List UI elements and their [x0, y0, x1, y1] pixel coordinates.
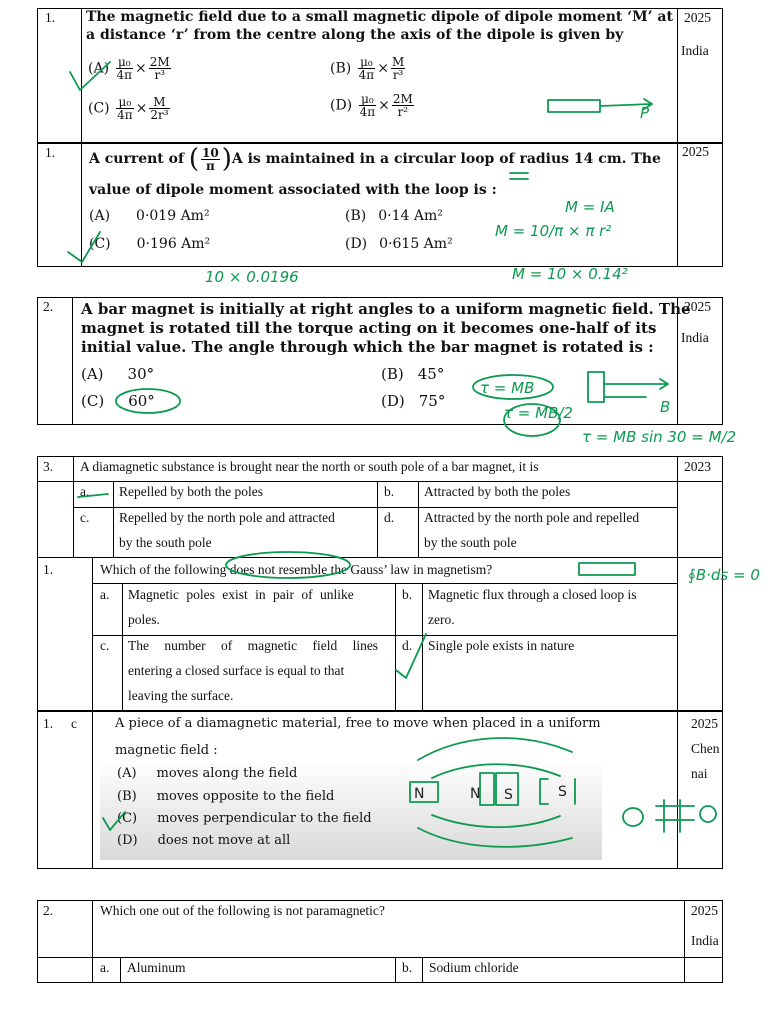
option-c-text-2: entering a closed surface is equal to that	[128, 663, 345, 678]
option-d	[381, 392, 445, 410]
fraction	[392, 93, 414, 118]
denominator: 4π	[359, 105, 376, 119]
annotation-gauss: ∮B·ds = 0	[688, 566, 760, 584]
pole-label: S	[504, 787, 513, 803]
option-d-text-2: by the south pole	[424, 535, 517, 550]
question-text-line-3: initial value. The angle through which the bar magnet is rotated is :	[81, 338, 654, 356]
option-a	[88, 56, 173, 81]
question-text-line-1	[89, 144, 661, 174]
times-sign: ×	[135, 60, 147, 77]
option-label: (A)	[89, 208, 111, 224]
option-d-label: d.	[402, 638, 413, 653]
question-text-line-2: a distance ‘r’ from the centre along the axis of the dipole is given by	[86, 27, 624, 43]
times-sign: ×	[135, 100, 148, 117]
numerator: μ₀	[116, 56, 134, 69]
option-text: moves perpendicular to the field	[157, 811, 372, 826]
option-b	[117, 788, 334, 806]
option-d	[330, 93, 416, 118]
pole-label: S	[558, 784, 567, 800]
text: A is maintained in a circular loop of radius 14 cm. The	[231, 151, 661, 167]
option-c	[88, 96, 172, 121]
option-b	[381, 365, 444, 383]
option-d	[345, 235, 453, 253]
region-2: nai	[691, 766, 708, 781]
question-text-line-1: A bar magnet is initially at right angles to a uniform magnetic field. The	[81, 300, 691, 318]
question-number: 2.	[43, 903, 54, 918]
year: 2023	[684, 459, 711, 474]
denominator: 4π	[358, 68, 375, 82]
option-value: 0·196 Am²	[136, 236, 211, 252]
numerator: 10	[202, 145, 219, 160]
option-b-label: b.	[402, 960, 413, 975]
option-b	[345, 207, 443, 225]
option-label: (B)	[345, 208, 367, 224]
option-value: 45°	[417, 365, 445, 383]
numerator: μ₀	[358, 56, 376, 69]
fraction	[149, 96, 169, 121]
option-c-label: c.	[100, 638, 110, 653]
option-label: (A)	[81, 365, 104, 383]
option-label: (C)	[88, 100, 110, 117]
option-label: (A)	[88, 60, 110, 77]
numerator: M	[391, 55, 405, 69]
region-1: Chen	[691, 741, 720, 756]
question-text-line-1: The magnetic field due to a small magnetic dipole of dipole moment ‘M’ at	[86, 9, 673, 25]
option-c-text-1: Repelled by the north pole and attracted	[119, 510, 335, 525]
option-c-label: c.	[80, 510, 90, 525]
times-sign: ×	[377, 60, 389, 77]
annotation-calc: 10 × 0.0196	[205, 268, 299, 286]
option-b-text: Attracted by both the poles	[424, 484, 571, 499]
option-label: (D)	[381, 392, 405, 410]
question-text-line-2: magnetic field :	[115, 743, 218, 758]
option-a	[117, 765, 297, 783]
option-value: 30°	[127, 365, 155, 383]
option-text: moves opposite to the field	[156, 789, 335, 804]
annotation-torque-2: τ = MB/2	[504, 404, 573, 422]
year: 2025	[684, 10, 711, 25]
option-b-text-2: zero.	[428, 612, 455, 627]
region: India	[691, 933, 719, 948]
fraction	[391, 56, 405, 81]
paren: (	[188, 144, 200, 174]
option-a-text: Aluminum	[127, 960, 186, 975]
option-label: (B)	[381, 365, 404, 383]
option-value: 0·019 Am²	[136, 208, 210, 224]
question-number: 1.	[43, 716, 54, 731]
option-label: (B)	[330, 60, 352, 77]
option-text: moves along the field	[156, 766, 298, 781]
annotation-field: B	[660, 398, 671, 416]
option-a-label: a.	[100, 587, 110, 602]
question-text-line-2: value of dipole moment associated with the loop is :	[89, 182, 497, 198]
option-a	[81, 365, 154, 383]
option-b	[330, 56, 407, 81]
fraction	[359, 93, 377, 118]
option-label: (C)	[117, 811, 138, 826]
option-d	[117, 832, 290, 850]
annotation-torque-3: τ = MB sin 30 = M/2	[582, 428, 737, 446]
option-c	[117, 810, 372, 828]
option-a-label: a.	[80, 484, 90, 499]
question-number: 1.	[43, 562, 54, 577]
denominator: 2r³	[150, 108, 169, 122]
region: India	[681, 330, 709, 345]
option-value: 0·615 Am²	[379, 236, 453, 252]
annotation-moment-2: M = 10/π × π r²	[495, 222, 612, 240]
annotation-moment-3: M = 10 × 0.14²	[512, 265, 628, 283]
option-label: (B)	[117, 789, 137, 804]
pole-label: N	[470, 786, 481, 802]
question-text-line-2: magnet is rotated till the torque acting on it becomes one-half of its	[81, 319, 657, 337]
times-sign: ×	[378, 97, 390, 114]
fraction	[201, 147, 220, 172]
question-number: 1.	[45, 145, 56, 160]
option-value: 0·14 Am²	[378, 208, 443, 224]
year: 2025	[682, 144, 709, 159]
option-d-text: Single pole exists in nature	[428, 638, 575, 653]
denominator: 4π	[117, 108, 133, 122]
option-c	[89, 235, 210, 253]
question-number: 1.	[45, 10, 56, 25]
option-b-text: Sodium chloride	[429, 960, 519, 975]
pole-label: N	[414, 786, 425, 802]
region: India	[681, 43, 709, 58]
fraction	[116, 56, 134, 81]
option-a	[89, 207, 210, 225]
option-a-text: Repelled by both the poles	[119, 484, 263, 499]
paren: )	[221, 144, 232, 174]
year: 2025	[691, 903, 718, 918]
option-a-text-2: poles.	[128, 612, 160, 627]
denominator: 4π	[116, 68, 133, 82]
numerator: 2M	[392, 92, 413, 106]
question-number: 2.	[43, 299, 54, 314]
fraction	[149, 56, 171, 81]
question-text-line-1: A piece of a diamagnetic material, free to move when placed in a uniform	[115, 716, 601, 731]
option-label: (C)	[81, 392, 105, 410]
numerator: 2M	[149, 55, 170, 69]
point-label: P	[640, 104, 650, 122]
option-a-label: a.	[100, 960, 110, 975]
annotation-torque-1: τ = MB	[480, 379, 535, 397]
numerator: M	[149, 96, 169, 109]
question-number: 3.	[43, 459, 54, 474]
numerator: μ₀	[359, 93, 377, 106]
question-text: Which one out of the following is not paramagnetic?	[100, 903, 385, 918]
option-b-label: b.	[402, 587, 413, 602]
option-label: (D)	[330, 97, 353, 114]
option-value: 75°	[418, 392, 446, 410]
denominator: r³	[392, 68, 404, 82]
denominator: π	[205, 158, 215, 173]
option-c-text-2: by the south pole	[119, 535, 212, 550]
option-label: (A)	[117, 766, 137, 781]
annotation-moment-1: M = IA	[565, 198, 615, 216]
question-text: A diamagnetic substance is brought near the north or south pole of a bar magnet, it is	[80, 459, 539, 474]
option-label: (D)	[345, 236, 368, 252]
option-a-text-1: Magnetic poles exist in pair of unlike	[128, 587, 354, 602]
option-b-label: b.	[384, 484, 395, 499]
year: 2025	[691, 716, 718, 731]
numerator: μ₀	[116, 96, 134, 109]
option-text: does not move at all	[157, 833, 291, 848]
question-sub: c	[71, 716, 77, 731]
question-text: Which of the following does not resemble the Gauss’ law in magnetism?	[100, 562, 493, 577]
fraction	[358, 56, 376, 81]
option-d-label: d.	[384, 510, 395, 525]
option-label: (C)	[89, 236, 111, 252]
text: A current of	[89, 151, 184, 167]
option-value: 60°	[128, 392, 155, 410]
fraction	[116, 96, 134, 121]
denominator: r²	[397, 105, 409, 119]
option-d-text-1: Attracted by the north pole and repelled	[424, 510, 640, 525]
option-c	[81, 392, 155, 410]
denominator: r³	[154, 68, 165, 82]
option-c-text-3: leaving the surface.	[128, 688, 234, 703]
year: 2025	[684, 299, 711, 314]
option-label: (D)	[117, 833, 138, 848]
option-c-text-1: The number of magnetic field lines	[128, 638, 379, 653]
option-b-text-1: Magnetic flux through a closed loop is	[428, 587, 637, 602]
